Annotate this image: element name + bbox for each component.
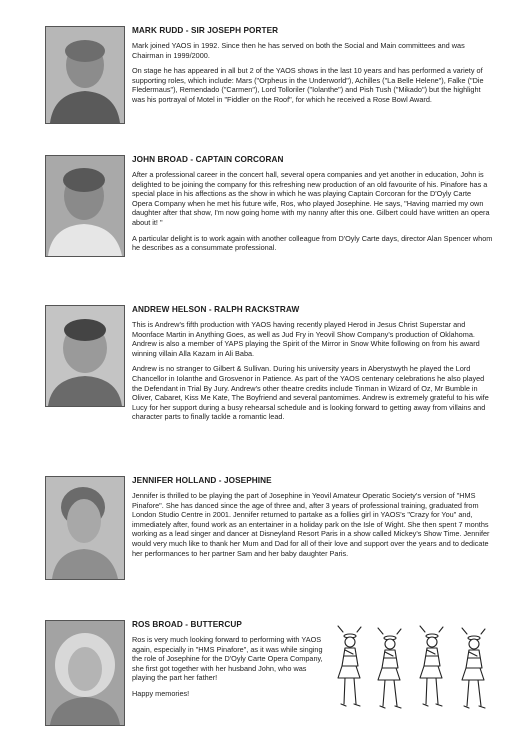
sailor-dancers-illustration <box>330 622 506 720</box>
bio-paragraph: Mark joined YAOS in 1992. Since then he has served on both the Social and Main committees and was Chairman in 1999/2000. <box>132 41 465 60</box>
bio-text <box>132 305 493 428</box>
bio-paragraph: Happy memories! <box>132 688 190 698</box>
bio-text <box>132 620 325 705</box>
portrait-silhouette <box>46 306 124 406</box>
bio-text <box>132 476 493 564</box>
bio-paragraph: On stage he has appeared in all but 2 of the YAOS shows in the last 10 years and has performed a variety of supporting roles, which include: Mars ("Orpheus in the Underworld"), Achilles ("La Belle Helene"), Falke ("Die Fledermaus"), Remendado ("Carmen"), Lord Tolloriler ("Iolanthe") and Pish Tush ("Mikado") but the highlight was his portrayal of Motel in "Fiddler on the Roof", for which he received a Rose Bowl Award. <box>132 66 484 104</box>
bio-heading: JOHN BROAD - CAPTAIN CORCORAN <box>132 155 284 164</box>
bio-paragraph: Jennifer is thrilled to be playing the part of Josephine in Yeovil Amateur Operatic Society's version of "HMS Pinafore". She has danced since the age of three and, after 3 years of professional training, graduated from London Studio Centre in 2001. Jennifer returned to partake as a follies girl in YAOS's "Crazy for You" and, immediately after, found work as an entertainer in a holiday park on the Isle of Wight. She then spent 7 months working as a lead singer and dancer at Disneyland Resort Paris in a show called Mickey's Show Time. Jennifer would very much like to thank her Mum and Dad for all of their love and support over the years and to dedicate her performances to her partner Sam and her baby daughter Paris. <box>132 491 490 558</box>
bio-text <box>132 155 493 259</box>
portrait-photo <box>45 476 125 580</box>
bio-heading: ROS BROAD - BUTTERCUP <box>132 620 242 629</box>
bio-text <box>132 26 493 111</box>
portrait-silhouette <box>46 156 124 256</box>
portrait-photo <box>45 26 125 124</box>
portrait-photo <box>45 620 125 726</box>
portrait-silhouette <box>46 27 124 123</box>
bio-paragraph: Andrew is no stranger to Gilbert & Sullivan. During his university years in Aberystwyth he played the Lord Chancellor in Iolanthe and Grosvenor in Patience. As part of the YAOS centenary celebrations he also played the Defendant in Trial By Jury. Andrew's other theatre credits include Tinman in Wizard of Oz, Mr Bumble in Oliver, Cabaret, Kiss Me Kate, The Boyfriend and several pantomimes. Andrew is extremely grateful to his wife Lucy for her support during a busy rehearsal schedule and is looking forward to getting away from villains and character parts to finally tackle a romantic lead. <box>132 364 489 422</box>
portrait-photo <box>45 155 125 257</box>
bio-heading: MARK RUDD - SIR JOSEPH PORTER <box>132 26 279 35</box>
bio-paragraph: A particular delight is to work again with another colleague from D'Oyly Carte days, director Alan Spencer whom he describes as a consummate professional. <box>132 233 493 253</box>
bio-paragraph: After a professional career in the concert hall, several opera companies and yet another in education, John is delighted to be joining the company for this refreshing new production of an old favourite of his. Pinafore has a special place in his affections as the show in which he was playing Captain Corcoran for the D'Oyly Carte Opera Company when he met his future wife, Ros, who played Josephine. He says, "Having married my own daughter after that show, I'm now going home with my nanny after this one. Gilbert could have written an opera about it! " <box>132 170 490 227</box>
portrait-silhouette <box>46 477 124 579</box>
portrait-photo <box>45 305 125 407</box>
bio-heading: ANDREW HELSON - RALPH RACKSTRAW <box>132 305 300 314</box>
bio-paragraph: This is Andrew's fifth production with YAOS having recently played Herod in Jesus Christ Superstar and Moonface Martin in Anything Goes, as well as Jud Fry in Yeovil Show Company's production of Oklahoma. Andrew is also a member of YAPS playing the Spirit of the Mirror in Snow White following on from his award winning villain Alla Kazam in Ali Baba. <box>132 320 480 358</box>
portrait-silhouette <box>46 621 124 725</box>
bio-heading: JENNIFER HOLLAND - JOSEPHINE <box>132 476 272 485</box>
bio-paragraph: Ros is very much looking forward to performing with YAOS again, especially in "HMS Pinafore", as it was while singing the role of Josephine for the D'Oyly Carte Opera Company, she first got together with her husband John, who was playing the part her father! <box>132 635 323 683</box>
